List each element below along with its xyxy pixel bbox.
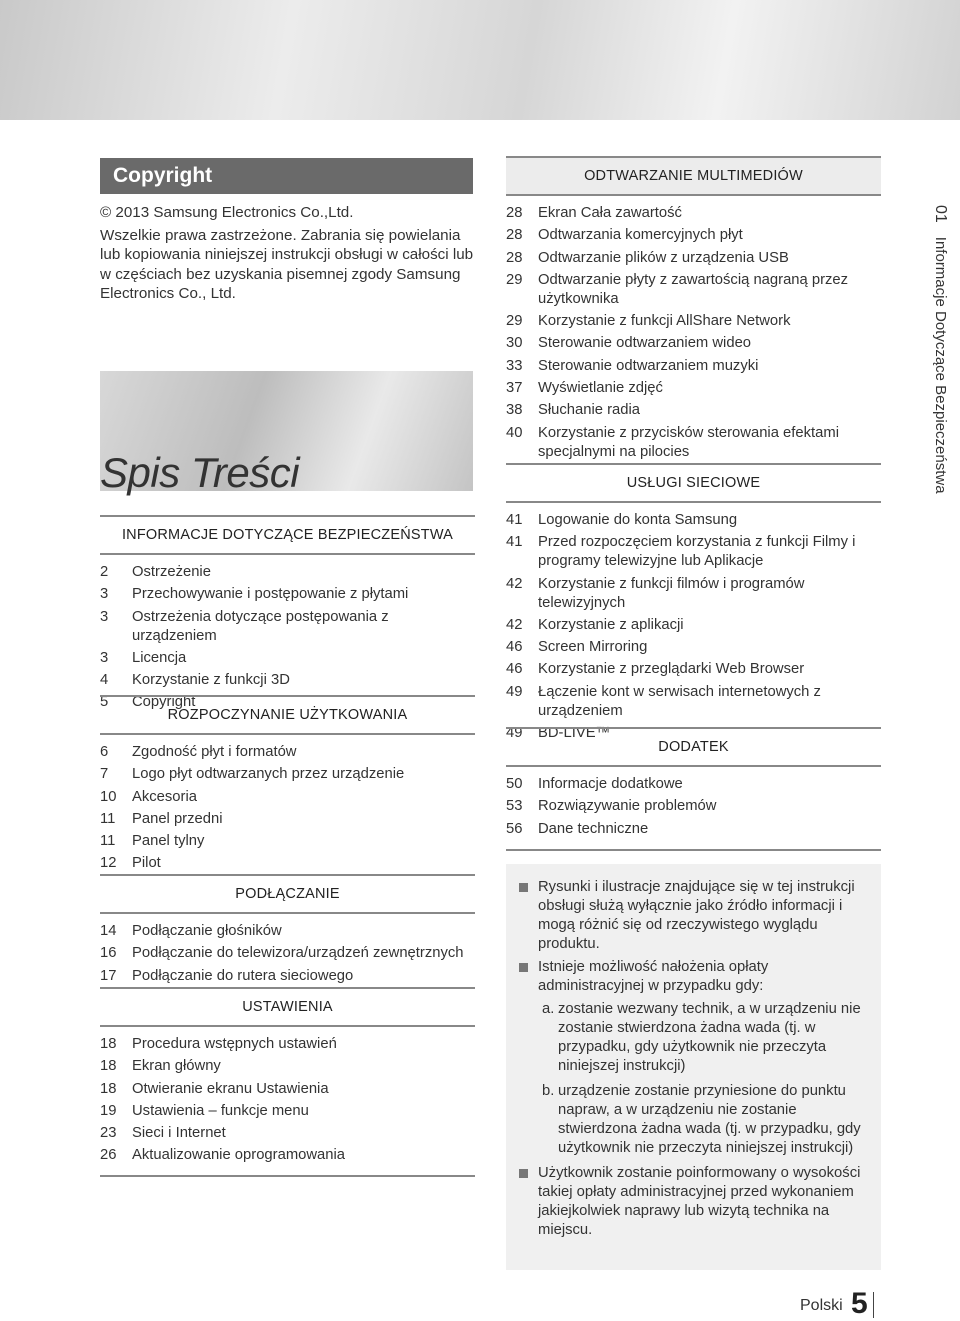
note-item	[516, 958, 867, 996]
toc-entry-label: Korzystanie z przeglądarki Web Browser	[538, 661, 805, 678]
note-subitem	[542, 1082, 867, 1158]
toc-entry[interactable]	[100, 1102, 475, 1121]
toc-page-number: 4	[100, 672, 109, 689]
toc-entry[interactable]	[506, 575, 881, 613]
toc-entry-label: Wyświetlanie zdjęć	[538, 380, 663, 397]
toc-entry[interactable]	[506, 638, 881, 657]
footer-language: Polski	[800, 1297, 843, 1314]
toc-page-number: 3	[100, 649, 109, 666]
toc-entry-label: Informacje dodatkowe	[538, 776, 683, 792]
page-number: 5	[851, 1287, 868, 1320]
toc-section-connections	[100, 874, 475, 989]
toc-entry[interactable]	[100, 608, 475, 646]
toc-page-number: 56	[506, 820, 523, 837]
toc-page-number: 17	[100, 967, 117, 984]
toc-entry[interactable]	[506, 797, 881, 816]
toc-page-number: 49	[506, 683, 523, 700]
toc-section-safety	[100, 515, 475, 716]
square-bullet-icon	[519, 963, 528, 972]
toc-entry-label: Korzystanie z funkcji filmów i programów telewizyjnych	[538, 575, 805, 611]
subitem-text: zostanie wezwany technik, a w urządzeniu nie zostanie stwierdzona żadna wada (tj. w przypadku, gdy użytkownik nie przeczyta niniejszej instrukcji)	[558, 1001, 861, 1074]
chapter-side-text	[928, 205, 952, 535]
toc-section-getting-started	[100, 695, 475, 877]
toc-page-number: 42	[506, 575, 523, 592]
notes-box	[506, 864, 881, 1270]
toc-page-number: 50	[506, 776, 523, 792]
subitem-text: urządzenie zostanie przyniesione do punktu napraw, a w urządzeniu nie zostanie stwierdzona żadna wada (tj. w przypadku, gdy użytkownik nie przeczyta niniejszej instrukcji)	[558, 1083, 861, 1156]
toc-page-number: 23	[100, 1125, 117, 1142]
toc-entry-label: Odtwarzanie plików z urządzenia USB	[538, 249, 789, 266]
toc-page-number: 29	[506, 313, 523, 330]
toc-entry[interactable]	[506, 334, 881, 353]
section-bottom-rule	[100, 1175, 475, 1177]
toc-entry-label: Ostrzeżenia dotyczące postępowania z urządzeniem	[132, 608, 389, 644]
chapter-side-tab	[928, 205, 952, 535]
toc-page-number: 7	[100, 766, 109, 783]
toc-list	[100, 743, 475, 873]
toc-entry[interactable]	[100, 1057, 475, 1076]
toc-page-number: 30	[506, 335, 523, 352]
toc-page-number: 53	[506, 798, 523, 815]
toc-page-number: 3	[100, 608, 109, 625]
copyright-line: Wszelkie prawa zastrzeżone. Zabrania się powielania lub kopiowania niniejszej instrukcji obsługi w całości lub w częściach bez uzyskania pisemnej zgody Samsung Electronics Co., Ltd.	[100, 226, 474, 302]
toc-entry[interactable]	[506, 820, 881, 839]
toc-entry-label: Słuchanie radia	[538, 402, 641, 419]
square-bullet-icon	[519, 883, 528, 892]
toc-section-media-play	[506, 156, 881, 465]
note-subitem	[542, 1000, 867, 1076]
toc-entry[interactable]	[100, 1124, 475, 1143]
toc-page-number: 28	[506, 249, 523, 266]
toc-entry-label: Procedura wstępnych ustawień	[132, 1036, 337, 1052]
toc-entry-label: Sterowanie odtwarzaniem wideo	[538, 335, 752, 352]
toc-entry-label: Zgodność płyt i formatów	[132, 744, 297, 760]
toc-entry[interactable]	[100, 1035, 475, 1054]
toc-entry[interactable]	[100, 832, 475, 851]
note-item	[516, 1164, 867, 1240]
section-header: PODŁĄCZANIE	[100, 874, 475, 914]
toc-page-number: 42	[506, 616, 523, 633]
copyright-text	[100, 203, 475, 307]
toc-entry-label: BD-LIVE™	[538, 725, 611, 742]
toc-entry-label: Ekran główny	[132, 1058, 221, 1075]
toc-entry-label: Copyright	[132, 694, 196, 711]
toc-entry[interactable]	[100, 944, 475, 963]
toc-page-number: 41	[506, 512, 523, 528]
toc-entry-label: Akcesoria	[132, 788, 197, 805]
toc-entry-label: Łączenie kont w serwisach internetowych z urządzeniem	[538, 683, 821, 719]
toc-page-number: 38	[506, 402, 523, 419]
toc-entry-label: Ostrzeżenie	[132, 564, 211, 580]
toc-entry-label: Podłączanie głośników	[132, 923, 282, 939]
toc-entry[interactable]	[100, 967, 475, 986]
toc-section-appendix	[506, 727, 881, 851]
toc-entry[interactable]	[100, 1080, 475, 1099]
toc-entry[interactable]	[506, 660, 881, 679]
toc-entry[interactable]	[100, 788, 475, 807]
note-sublist	[542, 1000, 867, 1158]
toc-list	[506, 775, 881, 839]
toc-entry-label: Przechowywanie i postępowanie z płytami	[132, 586, 409, 603]
toc-entry[interactable]	[506, 271, 881, 309]
toc-page-number: 5	[100, 694, 109, 711]
toc-entry[interactable]	[506, 511, 881, 530]
toc-page-number: 33	[506, 357, 523, 374]
toc-page-number: 28	[506, 227, 523, 244]
toc-entry[interactable]	[506, 357, 881, 376]
toc-entry[interactable]	[100, 671, 475, 690]
toc-page-number: 28	[506, 205, 523, 221]
section-header: ODTWARZANIE MULTIMEDIÓW	[506, 156, 881, 196]
note-item	[516, 878, 867, 954]
toc-list	[506, 204, 881, 462]
toc-page-number: 2	[100, 564, 109, 580]
section-header: ROZPOCZYNANIE UŻYTKOWANIA	[100, 695, 475, 735]
toc-entry[interactable]	[100, 1146, 475, 1165]
toc-entry-label: Przed rozpoczęciem korzystania z funkcji Filmy i programy telewizyjne lub Aplikacje	[538, 534, 856, 570]
note-text: Rysunki i ilustracje znajdujące się w tej instrukcji obsługi służą wyłącznie jako źródło informacji i mogą różnić się od rzeczywistego wyglądu produktu.	[538, 879, 855, 952]
toc-entry[interactable]	[100, 743, 475, 762]
subitem-letter: a.	[542, 1001, 555, 1017]
toc-section-settings	[100, 987, 475, 1177]
toc-entry-label: Odtwarzanie płyty z zawartością nagraną przez użytkownika	[538, 271, 849, 307]
toc-entry[interactable]	[506, 533, 881, 571]
toc-entry[interactable]	[100, 563, 475, 582]
toc-page-number: 18	[100, 1036, 117, 1052]
toc-entry-label: Panel tylny	[132, 833, 205, 850]
toc-list	[100, 1035, 475, 1165]
toc-entry[interactable]	[506, 204, 881, 223]
toc-entry-label: Ustawienia – funkcje menu	[132, 1102, 309, 1119]
note-text: Istnieje możliwość nałożenia opłaty administracyjnej w przypadku gdy:	[538, 959, 769, 994]
toc-list	[100, 563, 475, 712]
toc-page-number: 6	[100, 744, 109, 760]
toc-page-number: 10	[100, 788, 117, 805]
toc-page-number: 49	[506, 725, 523, 742]
toc-entry[interactable]	[100, 854, 475, 873]
toc-page-number: 14	[100, 923, 117, 939]
toc-section-network-services	[506, 463, 881, 746]
toc-page-number: 26	[100, 1147, 117, 1164]
toc-entry-label: Ekran Cała zawartość	[538, 205, 682, 221]
toc-entry[interactable]	[506, 683, 881, 721]
toc-entry[interactable]	[100, 585, 475, 604]
toc-entry-label: Sieci i Internet	[132, 1125, 226, 1142]
chapter-number: 01	[932, 205, 949, 223]
toc-entry[interactable]	[506, 249, 881, 268]
toc-entry[interactable]	[100, 922, 475, 941]
toc-page-number: 29	[506, 271, 523, 288]
toc-page-number: 41	[506, 534, 523, 551]
toc-entry-label: Rozwiązywanie problemów	[538, 798, 717, 815]
toc-entry[interactable]	[506, 401, 881, 420]
toc-entry[interactable]	[100, 649, 475, 668]
toc-page-number: 19	[100, 1102, 117, 1119]
toc-list	[506, 511, 881, 743]
toc-page-number: 3	[100, 586, 109, 603]
toc-entry-label: Korzystanie z przycisków sterowania efektami specjalnymi na pilocies	[538, 424, 839, 460]
toc-entry-label: Odtwarzania komercyjnych płyt	[538, 227, 743, 244]
toc-page-number: 11	[100, 810, 116, 827]
toc-page-number: 37	[506, 380, 523, 397]
toc-page-number: 46	[506, 639, 523, 656]
section-header: DODATEK	[506, 727, 881, 767]
section-header: USŁUGI SIECIOWE	[506, 463, 881, 503]
footer-divider	[873, 1292, 874, 1318]
toc-entry[interactable]	[506, 312, 881, 331]
toc-entry-label: Podłączanie do rutera sieciowego	[132, 967, 354, 984]
toc-entry-label: Podłączanie do telewizora/urządzeń zewnętrznych	[132, 945, 464, 962]
toc-page-number: 11	[100, 833, 116, 850]
toc-page-number: 16	[100, 945, 117, 962]
toc-entry[interactable]	[100, 810, 475, 829]
toc-entry[interactable]	[100, 765, 475, 784]
toc-entry[interactable]	[506, 226, 881, 245]
square-bullet-icon	[519, 1169, 528, 1178]
toc-entry-label: Korzystanie z funkcji 3D	[132, 672, 290, 689]
toc-entry-label: Pilot	[132, 855, 161, 872]
toc-page-number: 18	[100, 1080, 117, 1097]
section-header: USTAWIENIA	[100, 987, 475, 1027]
toc-entry-label: Dane techniczne	[538, 820, 649, 837]
header-gradient-band	[0, 0, 960, 120]
toc-entry-label: Panel przedni	[132, 810, 223, 827]
toc-entry-label: Aktualizowanie oprogramowania	[132, 1147, 346, 1164]
copyright-heading: Copyright	[100, 158, 473, 194]
toc-page-number: 40	[506, 424, 523, 441]
toc-entry-label: Logo płyt odtwarzanych przez urządzenie	[132, 766, 405, 783]
toc-entry-label: Screen Mirroring	[538, 639, 648, 656]
subitem-letter: b.	[542, 1083, 555, 1099]
toc-entry-label: Licencja	[132, 649, 187, 666]
toc-entry[interactable]	[506, 616, 881, 635]
section-bottom-rule	[506, 849, 881, 851]
toc-page-number: 46	[506, 661, 523, 678]
toc-title: Spis Treści	[100, 449, 300, 496]
note-text: Użytkownik zostanie poinformowany o wysokości takiej opłaty administracyjnej przed wykonaniem jakiejkolwiek naprawy lub wizytą technika na miejscu.	[538, 1165, 861, 1238]
chapter-label: Informacje Dotyczące Bezpieczeństwa	[932, 236, 949, 494]
toc-entry-label: Otwieranie ekranu Ustawienia	[132, 1080, 329, 1097]
toc-entry[interactable]	[506, 775, 881, 794]
toc-entry-label: Logowanie do konta Samsung	[538, 512, 738, 528]
toc-entry-label: Sterowanie odtwarzaniem muzyki	[538, 357, 759, 374]
copyright-line: © 2013 Samsung Electronics Co.,Ltd.	[100, 204, 354, 221]
section-header: INFORMACJE DOTYCZĄCE BEZPIECZEŃSTWA	[100, 515, 475, 555]
toc-page-number: 18	[100, 1058, 117, 1075]
toc-entry[interactable]	[506, 424, 881, 462]
toc-entry-label: Korzystanie z funkcji AllShare Network	[538, 313, 791, 330]
toc-list	[100, 922, 475, 986]
toc-entry-label: Korzystanie z aplikacji	[538, 616, 684, 633]
toc-entry[interactable]	[506, 379, 881, 398]
toc-page-number: 12	[100, 855, 117, 872]
